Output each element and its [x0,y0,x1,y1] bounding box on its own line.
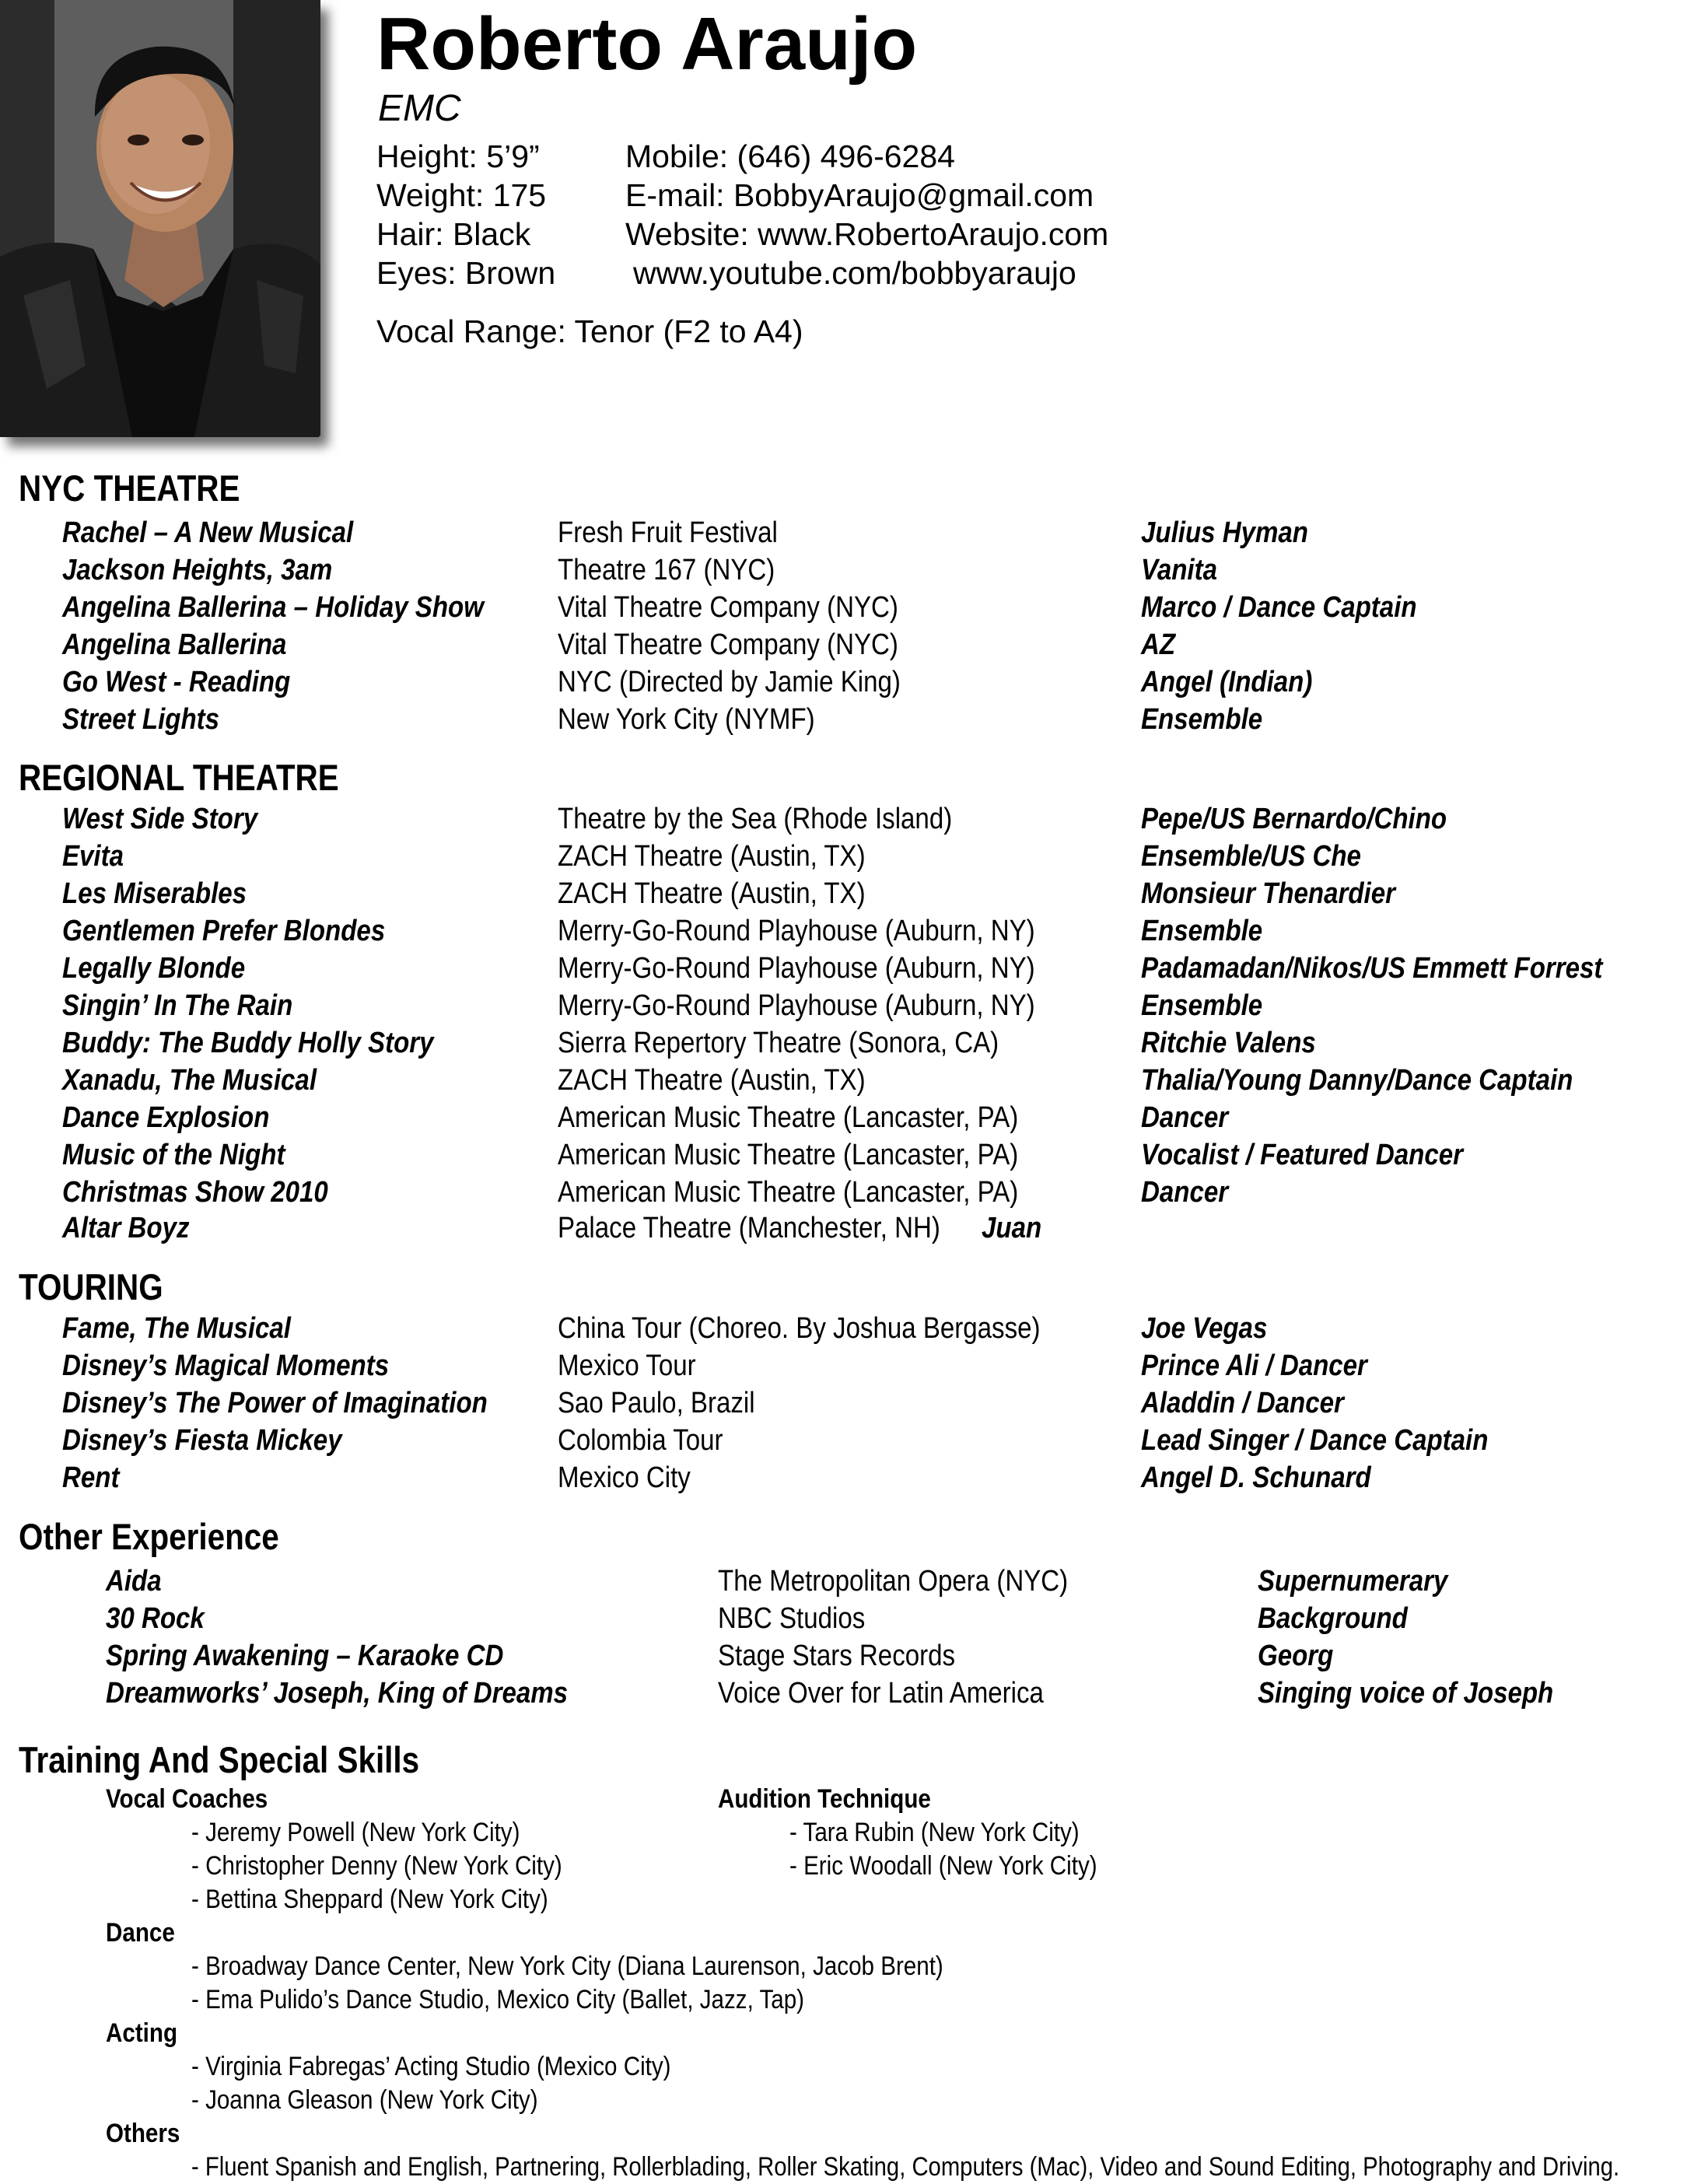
credit-title: Gentlemen Prefer Blondes [62,915,386,947]
credit-row [0,838,1694,875]
training-item: - Eric Woodall (New York City) [789,1851,1097,1881]
credit-title: 30 Rock [106,1602,205,1635]
credit-role: Ensemble [1141,703,1263,736]
credit-role: Juan [982,1212,1042,1244]
credit-role: Vanita [1141,554,1217,586]
training-item: - Fluent Spanish and English, Partnering, Rollerblading, Roller Skating, Computers (Mac), Video and Sound Editing, Photography and Driving. [191,2152,1620,2182]
credit-venue: Fresh Fruit Festival [558,516,778,549]
training-item: - Tara Rubin (New York City) [789,1818,1080,1847]
credit-role: Marco / Dance Captain [1141,591,1417,624]
credit-venue: The Metropolitan Opera (NYC) [718,1565,1069,1598]
headshot-illustration [0,0,320,437]
subheading-audition-technique: Audition Technique [718,1784,931,1814]
credit-role: Dancer [1141,1101,1229,1134]
credit-row [0,800,1694,838]
email-link[interactable]: E-mail: BobbyAraujo@gmail.com [625,177,1094,213]
credit-venue: Mexico City [558,1461,691,1494]
credit-row [0,1459,1694,1496]
weight-stat: Weight: 175 [376,177,547,213]
credit-title: Christmas Show 2010 [62,1176,328,1209]
credit-role: Monsieur Thenardier [1141,877,1395,910]
credit-title: Street Lights [62,703,220,736]
credit-title: Evita [62,840,124,873]
credit-row [0,875,1694,912]
credit-title: Angelina Ballerina [62,628,287,661]
credit-title: Dance Explosion [62,1101,270,1134]
candidate-name: Roberto Araujo [376,2,918,86]
credit-venue: Merry-Go-Round Playhouse (Auburn, NY) [558,952,1035,985]
credit-row [0,987,1694,1024]
credit-row [0,1600,1694,1637]
training-item: - Virginia Fabregas’ Acting Studio (Mexico City) [191,2052,671,2081]
credit-venue: American Music Theatre (Lancaster, PA) [558,1139,1019,1171]
subheading-dance: Dance [106,1918,175,1948]
credit-venue: Sierra Repertory Theatre (Sonora, CA) [558,1027,999,1059]
credit-venue: Colombia Tour [558,1424,723,1457]
credit-role: Pepe/US Bernardo/Chino [1141,803,1447,835]
credit-title: Music of the Night [62,1139,285,1171]
credit-title: Buddy: The Buddy Holly Story [62,1027,434,1059]
credit-row [0,626,1694,663]
credit-venue: ZACH Theatre (Austin, TX) [558,877,866,910]
credit-title: West Side Story [62,803,258,835]
credit-title: Altar Boyz [62,1212,190,1244]
credit-role: Prince Ali / Dancer [1141,1349,1367,1382]
credit-row [0,1310,1694,1347]
credit-row [0,1347,1694,1384]
training-item: - Joanna Gleason (New York City) [191,2085,538,2115]
credit-row [0,1637,1694,1675]
youtube-link[interactable]: www.youtube.com/bobbyaraujo [633,255,1076,291]
credit-row [0,950,1694,987]
credit-row [0,1062,1694,1099]
credit-row [0,1136,1694,1174]
credit-role: Lead Singer / Dance Captain [1141,1424,1489,1457]
credit-row [0,1563,1694,1600]
credit-role: Vocalist / Featured Dancer [1141,1139,1464,1171]
headshot-photo [0,0,320,437]
eyes-stat: Eyes: Brown [376,255,556,291]
credit-role: Thalia/Young Danny/Dance Captain [1141,1064,1573,1097]
credit-row [0,1675,1694,1712]
credit-role: Background [1258,1602,1408,1635]
credit-row [0,589,1694,626]
credit-venue: NYC (Directed by Jamie King) [558,666,901,698]
credit-venue: China Tour (Choreo. By Joshua Bergasse) [558,1312,1041,1345]
credit-row [0,1384,1694,1422]
subheading-others: Others [106,2119,180,2148]
credit-venue: NBC Studios [718,1602,866,1635]
credit-role: Joe Vegas [1141,1312,1268,1345]
credit-title: Les Miserables [62,877,247,910]
credit-row [0,663,1694,701]
credit-venue: Stage Stars Records [718,1640,956,1672]
credit-role: Aladdin / Dancer [1141,1387,1344,1419]
credit-title: Go West - Reading [62,666,291,698]
credit-row [0,1174,1694,1211]
subheading-acting: Acting [106,2018,178,2048]
credit-title: Jackson Heights, 3am [62,554,333,586]
training-item: - Broadway Dance Center, New York City (Diana Laurenson, Jacob Brent) [191,1951,943,1981]
credit-role: AZ [1141,628,1176,661]
credit-venue: Merry-Go-Round Playhouse (Auburn, NY) [558,989,1035,1022]
credit-venue: Mexico Tour [558,1349,696,1382]
credit-row [0,912,1694,950]
section-heading-nyc-theatre: NYC THEATRE [19,467,240,509]
section-heading-other-experience: Other Experience [19,1516,279,1557]
credit-venue: Palace Theatre (Manchester, NH) [558,1212,940,1244]
credit-title: Disney’s The Power of Imagination [62,1387,488,1419]
credit-title: Spring Awakening – Karaoke CD [106,1640,504,1672]
credit-venue: Vital Theatre Company (NYC) [558,591,898,624]
mobile-contact: Mobile: (646) 496-6284 [625,138,955,174]
credit-row [0,1209,1694,1247]
credit-role: Ensemble/US Che [1141,840,1361,873]
section-heading-regional-theatre: REGIONAL THEATRE [19,757,339,798]
credit-title: Rent [62,1461,120,1494]
credit-role: Georg [1258,1640,1334,1672]
credit-title: Dreamworks’ Joseph, King of Dreams [106,1677,569,1710]
credit-role: Padamadan/Nikos/US Emmett Forrest [1141,952,1603,985]
credit-venue: ZACH Theatre (Austin, TX) [558,1064,866,1097]
credit-role: Julius Hyman [1141,516,1308,549]
credit-role: Singing voice of Joseph [1258,1677,1554,1710]
credit-title: Disney’s Magical Moments [62,1349,390,1382]
credit-venue: American Music Theatre (Lancaster, PA) [558,1101,1019,1134]
credit-role: Supernumerary [1258,1565,1448,1598]
section-heading-touring: TOURING [19,1266,163,1307]
credit-row [0,514,1694,551]
credit-row [0,1099,1694,1136]
height-stat: Height: 5’9” [376,138,540,174]
credit-row [0,1024,1694,1062]
credit-venue: Vital Theatre Company (NYC) [558,628,898,661]
credit-title: Rachel – A New Musical [62,516,354,549]
credit-venue: New York City (NYMF) [558,703,815,736]
credit-role: Dancer [1141,1176,1229,1209]
credit-title: Singin’ In The Rain [62,989,293,1022]
credit-role: Ritchie Valens [1141,1027,1316,1059]
credit-role: Angel D. Schunard [1141,1461,1371,1494]
credit-title: Disney’s Fiesta Mickey [62,1424,342,1457]
credit-title: Aida [106,1565,162,1598]
credit-venue: American Music Theatre (Lancaster, PA) [558,1176,1019,1209]
subheading-vocal-coaches: Vocal Coaches [106,1784,268,1814]
credit-title: Angelina Ballerina – Holiday Show [62,591,484,624]
credit-title: Legally Blonde [62,952,246,985]
credit-row [0,551,1694,589]
union-status: EMC [378,88,461,129]
credit-title: Fame, The Musical [62,1312,291,1345]
credit-venue: ZACH Theatre (Austin, TX) [558,840,866,873]
credit-venue: Theatre by the Sea (Rhode Island) [558,803,953,835]
credit-venue: Voice Over for Latin America [718,1677,1044,1710]
credit-role: Angel (Indian) [1141,666,1313,698]
training-item: - Jeremy Powell (New York City) [191,1818,520,1847]
credit-venue: Theatre 167 (NYC) [558,554,775,586]
credit-role: Ensemble [1141,989,1263,1022]
section-heading-training: Training And Special Skills [19,1739,420,1780]
credit-venue: Merry-Go-Round Playhouse (Auburn, NY) [558,915,1035,947]
training-item: - Ema Pulido’s Dance Studio, Mexico City (Ballet, Jazz, Tap) [191,1985,805,2014]
hair-stat: Hair: Black [376,216,531,252]
credit-row [0,701,1694,738]
credit-role: Ensemble [1141,915,1263,947]
credit-venue: Sao Paulo, Brazil [558,1387,755,1419]
training-item: - Christopher Denny (New York City) [191,1851,562,1881]
website-link[interactable]: Website: www.RobertoAraujo.com [625,216,1109,252]
credit-title: Xanadu, The Musical [62,1064,317,1097]
vocal-range: Vocal Range: Tenor (F2 to A4) [376,313,803,349]
training-item: - Bettina Sheppard (New York City) [191,1885,548,1914]
credit-row [0,1422,1694,1459]
